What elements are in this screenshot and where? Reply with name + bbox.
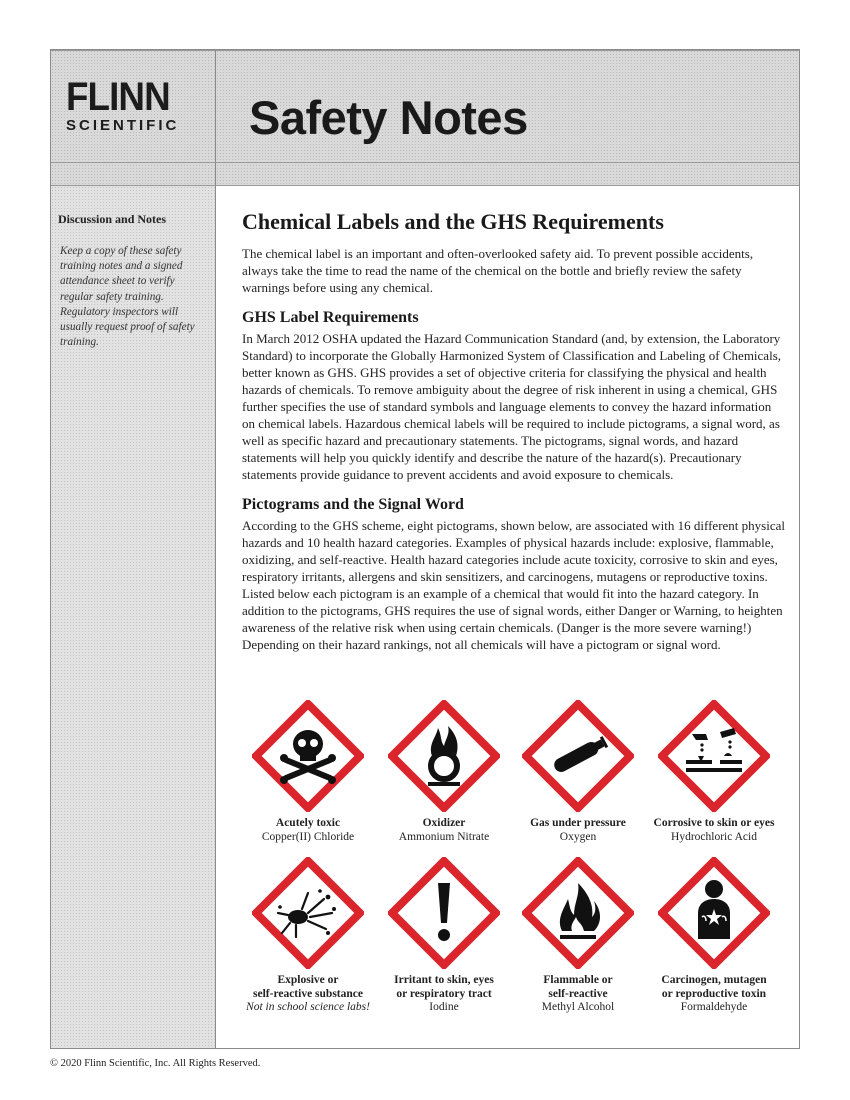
flame-over-circle-icon — [388, 700, 500, 812]
page-title: Safety Notes — [249, 91, 528, 144]
pictogram-example: Hydrochloric Acid — [671, 830, 757, 843]
pictogram-hazard-label-line2: or respiratory tract — [396, 987, 492, 1000]
pictogram-example: Formaldehyde — [680, 1001, 748, 1013]
pictogram-hazard-label-line1: Flammable or — [543, 974, 613, 986]
pictogram-example: Copper(II) Chloride — [261, 830, 355, 843]
logo-wordmark: FLINN — [66, 75, 170, 119]
section-heading-ghs: GHS Label Requirements — [242, 309, 419, 326]
section-text-ghs: In March 2012 OSHA updated the Hazard Communication Standard (and, by extension, the Laboratory Standard) to incorporate the Globally Harmonized System of Classification and Labeling of Chemicals, better known as GHS. GHS provides a set of objective criteria for classifying the physical and health hazards of chemicals. To remove ambiguity about the degree of risk inherent in using a chemical, GHS further specifies the use of standard symbols and language elements to convey the hazard information on chemical labels. Hazardous chemical labels will be required to include pictograms, a signal word, as well as specific hazard and precautionary statements. The pictograms, signal words, and hazard statements will help you quickly identify and describe the nature of the hazard(s). Precautionary statements provide guidance to prevent accidents and avoid exposure to chemicals. — [242, 331, 781, 482]
pictogram-irritant — [375, 857, 513, 1015]
pictogram-example: Not in school science labs! — [246, 1001, 370, 1013]
pictogram-oxidizer — [375, 700, 513, 844]
corrosion-icon — [658, 700, 770, 812]
flinn-logo — [66, 75, 206, 134]
sidebar-note: Keep a copy of these safety training notes and a signed attendance sheet to verify regular safety training. Regulatory inspectors will usually request proof of safety training. — [60, 245, 195, 349]
exclamation-mark-icon — [388, 857, 500, 969]
pictogram-health-hazard — [645, 857, 783, 1015]
pictogram-hazard-label: Gas under pressure — [530, 817, 626, 829]
pictogram-flammable — [509, 857, 647, 1015]
logo-subtitle: SCIENTIFIC — [66, 117, 180, 134]
skull-crossbones-icon — [252, 700, 364, 812]
section-heading-pictograms: Pictograms and the Signal Word — [242, 496, 464, 513]
flame-icon — [522, 857, 634, 969]
pictogram-explosive — [239, 857, 377, 1015]
pictogram-example: Ammonium Nitrate — [398, 830, 490, 843]
pictogram-hazard-label-line2: self-reactive — [548, 987, 608, 1000]
pictogram-example: Methyl Alcohol — [541, 1001, 615, 1013]
exploding-bomb-icon — [252, 857, 364, 969]
pictogram-hazard-label-line1: Carcinogen, mutagen — [661, 974, 767, 986]
pictogram-example: Iodine — [429, 1001, 459, 1013]
pictogram-hazard-label: Oxidizer — [422, 817, 466, 829]
pictogram-hazard-label-line1: Explosive or — [277, 974, 339, 986]
main-content — [242, 208, 787, 653]
intro-paragraph: The chemical label is an important and often-overlooked safety aid. To prevent possible accidents, always take the time to read the name of the chemical on the bottle and briefly review the safety warnings before using any chemical. — [242, 246, 754, 295]
section-text-pictograms: According to the GHS scheme, eight pictograms, shown below, are associated with 16 different physical hazards and 10 health hazard categories. Examples of physical hazards include: explosive, flammable, oxidizing, and self-reactive. Health hazard categories include acute toxicity, corrosive to skin and eyes, respiratory irritants, allergens and skin sensitizers, and carcinogens, mutagens or reproductive toxins. Listed below each pictogram is an example of a chemical that would fit into the hazard category. In addition to the pictograms, GHS requires the use of signal words, either Danger or Warning, to heighten awareness of the relative risk when using certain chemicals. (Danger is the more severe warning!) Depending on their hazard rankings, not all chemicals will have a pictogram or signal word. — [242, 518, 785, 652]
pictogram-hazard-label-line2: or reproductive toxin — [661, 987, 767, 1000]
pictogram-corrosive — [645, 700, 783, 844]
pictogram-hazard-label-line2: self-reactive substance — [253, 987, 363, 1000]
article-title: Chemical Labels and the GHS Requirements — [242, 209, 664, 234]
copyright-footer: © 2020 Flinn Scientific, Inc. All Rights Reserved. — [50, 1058, 261, 1069]
pictogram-grid — [237, 700, 792, 1030]
pictogram-hazard-label: Corrosive to skin or eyes — [653, 817, 775, 829]
health-hazard-icon — [658, 857, 770, 969]
pictogram-hazard-label: Acutely toxic — [275, 817, 341, 829]
sidebar-heading: Discussion and Notes — [58, 212, 167, 226]
pictogram-example: Oxygen — [559, 830, 597, 843]
pictogram-gas-under-pressure — [509, 700, 647, 844]
pictogram-acutely-toxic — [239, 700, 377, 844]
gas-cylinder-icon — [522, 700, 634, 812]
pictogram-hazard-label-line1: Irritant to skin, eyes — [394, 974, 494, 986]
